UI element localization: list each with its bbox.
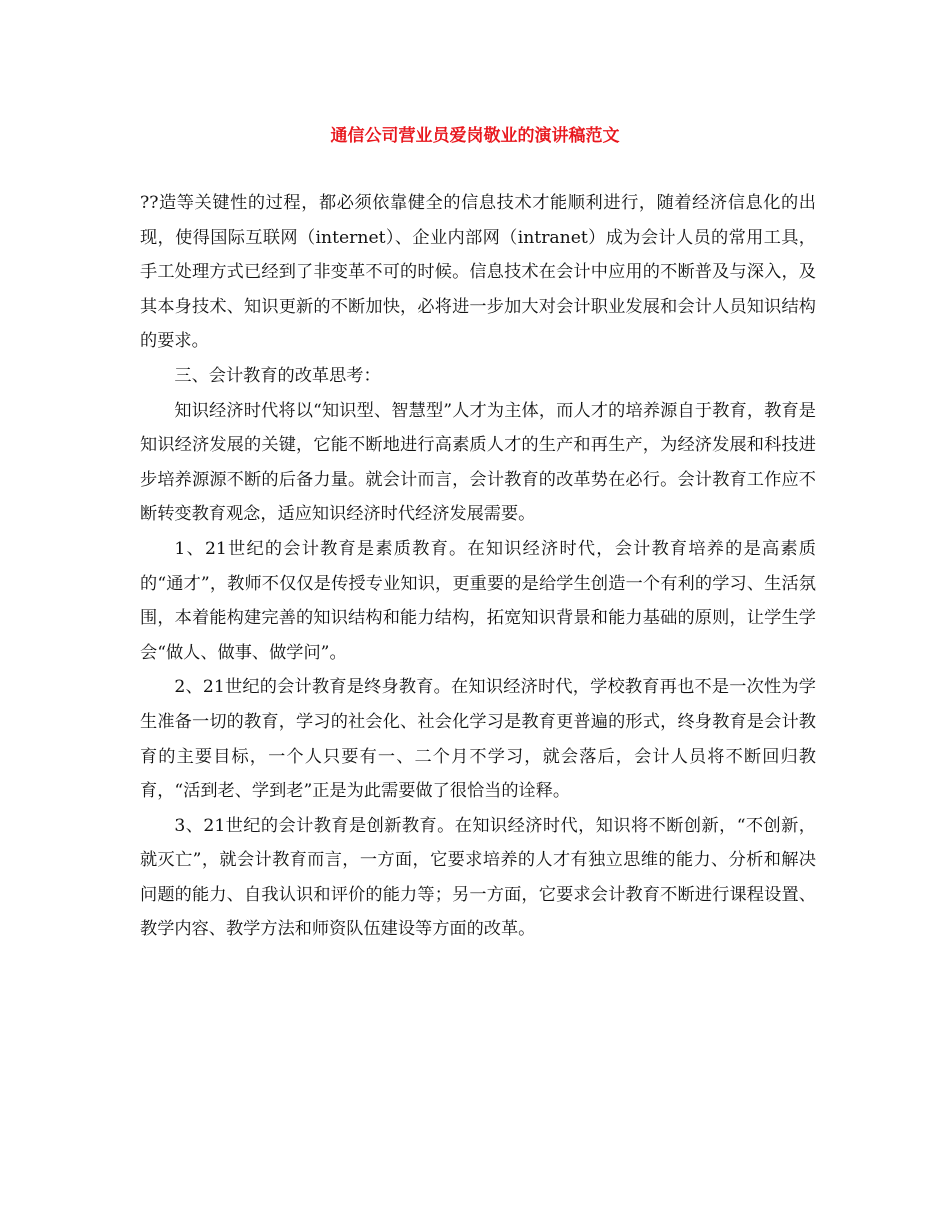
section-heading: 三、会计教育的改革思考：	[174, 365, 381, 386]
document-body	[140, 186, 816, 947]
list-item-3: 3、21世纪的会计教育是创新教育。在知识经济时代，知识将不断创新，“不创新，就灭亡”，就会计教育而言，一方面，它要求培养的人才有独立思维的能力、分析和解决问题的能力、自我认识和评价的能力等；另一方面，它要求会计教育不断进行课程设置、教学内容、教学方法和师资队伍建设等方面的改革。	[140, 815, 816, 940]
document-title: 通信公司营业员爱岗敬业的演讲稿范文	[330, 126, 620, 146]
list-item-2: 2、21世纪的会计教育是终身教育。在知识经济时代，学校教育再也不是一次性为学生准备一切的教育，学习的社会化、社会化学习是教育更普遍的形式，终身教育是会计教育的主要目标，一个人只要有一、二个月不学习，就会落后，会计人员将不断回归教育，“活到老、学到老”正是为此需要做了很恰当的诠释。	[140, 677, 816, 802]
list-item-1: 1、21世纪的会计教育是素质教育。在知识经济时代，会计教育培养的是高素质的“通才”，教师不仅仅是传授专业知识，更重要的是给学生创造一个有利的学习、生活氛围，本着能构建完善的知识结构和能力结构，拓宽知识背景和能力基础的原则，让学生学会“做人、做事、做学问”。	[140, 538, 816, 663]
paragraph-intro: ??造等关键性的过程，都必须依靠健全的信息技术才能顺利进行，随着经济信息化的出现，使得国际互联网（internet）、企业内部网（intranet）成为会计人员的常用工具，手工处理方式已经到了非变革不可的时候。信息技术在会计中应用的不断普及与深入，及其本身技术、知识更新的不断加快，必将进一步加大对会计职业发展和会计人员知识结构的要求。	[140, 193, 816, 352]
paragraph: 知识经济时代将以“知识型、智慧型”人才为主体，而人才的培养源自于教育，教育是知识经济发展的关键，它能不断地进行高素质人才的生产和再生产，为经济发展和科技进步培养源源不断的后备力量。就会计而言，会计教育的改革势在必行。会计教育工作应不断转变教育观念，适应知识经济时代经济发展需要。	[140, 400, 816, 525]
